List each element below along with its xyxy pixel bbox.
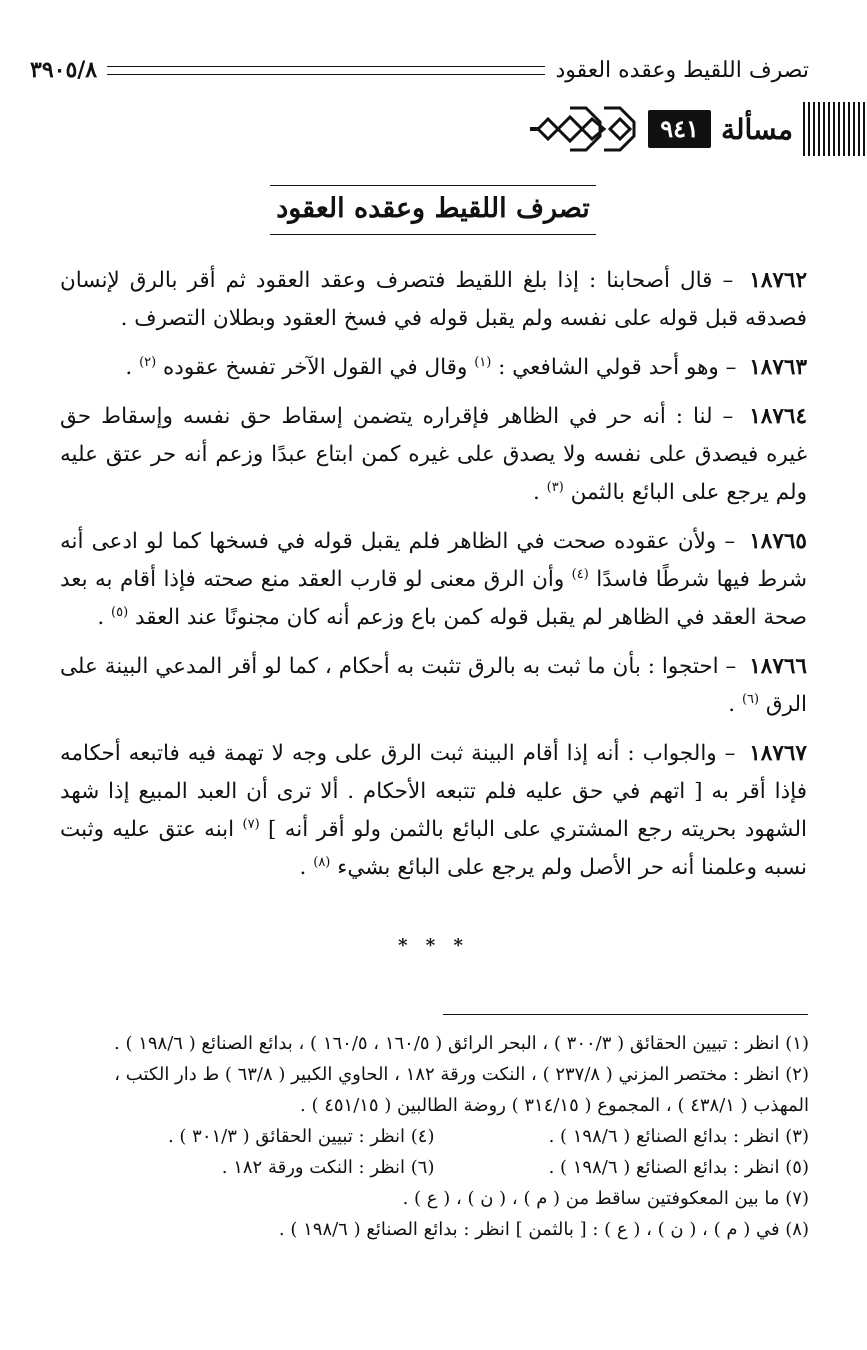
footnote-marker: (٢) [139, 354, 157, 370]
paragraph-text: . [728, 692, 736, 717]
paragraph-text: وقال في القول الآخر تفسخ عقوده [163, 355, 468, 380]
paragraph-text: – وهو أحد قولي الشافعي : [498, 355, 737, 380]
paragraph-text: . [299, 855, 307, 880]
footnote-marker: (٨) [313, 854, 331, 870]
footnote-marker: (٧) [242, 816, 260, 832]
footnote-5: (٥) انظر : بدائع الصنائع ( ١٩٨/٦ ) . [548, 1157, 809, 1178]
footnote-marker: (٥) [111, 604, 129, 620]
footnote-marker: (٣) [546, 479, 564, 495]
paragraph-text: – احتجوا : بأن ما ثبت به بالرق تثبت به أحكام ، كما لو أقر المدعي البينة على الرق [60, 654, 807, 717]
paragraph-number: ١٨٧٦٢ [749, 268, 808, 293]
footnote-1: (١) انظر : تبيين الحقائق ( ٣٠٠/٣ ) ، البحر الرائق ( ١٦٠/٥ ، ١٦٠/٥ ) ، بدائع الصنائع ( ١٩٨/٦ ) . [114, 1033, 809, 1054]
paragraph-number: ١٨٧٦٦ [749, 654, 807, 679]
footnote-rule [443, 1014, 808, 1015]
chapter-title: تصرف اللقيط وعقده العقود [270, 185, 596, 235]
paragraph-18763 [60, 349, 807, 387]
stripes-ornament [803, 102, 867, 156]
footnote-row [60, 1121, 809, 1152]
page-reference: ٣٩٠٥/٨ [30, 57, 98, 83]
paragraph-number: ١٨٧٦٤ [749, 404, 807, 429]
masala-label: مسألة [720, 112, 793, 146]
footnote-marker: (٤) [571, 566, 589, 582]
paragraph-number: ١٨٧٦٧ [749, 741, 807, 766]
paragraph-text: . [97, 605, 105, 630]
footnote-7: (٧) ما بين المعكوفتين ساقط من ( م ) ، ( ن ) ، ( ع ) . [402, 1188, 809, 1209]
paragraph-text: . [125, 355, 133, 380]
footnote-marker: (١) [474, 354, 492, 370]
paragraph-number: ١٨٧٦٣ [749, 355, 807, 380]
paragraph-text: – قال أصحابنا : إذا بلغ اللقيط فتصرف وعقد العقود ثم أقر بالرق لإنسان فصدقه قبل قوله على نفسه ولم يقبل قوله في فسخ العقود وبطلان التصرف . [60, 268, 807, 331]
header-double-rule [107, 66, 545, 75]
running-header [30, 50, 809, 90]
footnote-3: (٣) انظر : بدائع الصنائع ( ١٩٨/٦ ) . [548, 1126, 809, 1147]
paragraph-text: – لنا : أنه حر في الظاهر فإقراره يتضمن إسقاط حق نفسه وإسقاط حق غيره فيصدق على نفسه ولا يصدق على غيره كمن ابتاع عبدًا وزعم أنه حر عتق عليه ولم يرجع على البائع بالثمن [60, 404, 807, 505]
paragraph-18766 [60, 648, 807, 724]
main-text [60, 262, 807, 898]
section-separator: * * * [398, 935, 469, 956]
paragraph-text: – والجواب : أنه إذا أقام البينة ثبت الرق على وجه لا تهمة فيه فاتبعه أحكامه فإذا أقر به [ اتهم في حق عليه فلم تتبعه الأحكام . ألا ترى أن العبد المبيع إذا شهد الشهود بحريته رجع المشتري على البائع بالثمن ولو أقر أنه ] [60, 741, 808, 842]
paragraph-text: ابنه عتق عليه وثبت نسبه وعلمنا أنه حر الأصل ولم يرجع على البائع بشيء [60, 817, 807, 880]
paragraph-18767 [60, 735, 807, 887]
paragraph-18764 [60, 398, 807, 512]
geometric-ornament-icon [530, 100, 640, 158]
paragraph-text: – ولأن عقوده صحت في الظاهر فلم يقبل قوله في فسخها كما لو ادعى أنه شرط فيها شرطًا فاسدًا [60, 529, 808, 592]
paragraph-number: ١٨٧٦٥ [749, 529, 807, 554]
footnote-2: (٢) انظر : مختصر المزني ( ٢٣٧/٨ ) ، النكت ورقة ١٨٢ ، الحاوي الكبير ( ٦٣/٨ ) ط دار الكتب ، [114, 1064, 809, 1085]
paragraph-18762 [60, 262, 807, 338]
masala-banner [530, 100, 867, 158]
footnotes [60, 1028, 809, 1245]
paragraph-text: وأن الرق معنى لو قارب العقد منع صحته فإذا أقام به بعد صحة العقد في الظاهر لم يقبل قوله كمن باع وزعم أنه كان مجنونًا عند العقد [60, 567, 807, 630]
paragraph-18765 [60, 523, 807, 637]
footnote-4: (٤) انظر : تبيين الحقائق ( ٣٠١/٣ ) . [167, 1126, 435, 1147]
footnote-row [60, 1152, 809, 1183]
masala-number: ٩٤١ [648, 110, 711, 148]
footnote-2-continued: المهذب ( ٤٣٨/١ ) ، المجموع ( ٣١٤/١٥ ) روضة الطالبين ( ٤٥١/١٥ ) . [300, 1095, 809, 1116]
footnote-6: (٦) انظر : النكت ورقة ١٨٢ . [221, 1157, 435, 1178]
running-title: تصرف اللقيط وعقده العقود [555, 57, 809, 83]
footnote-8: (٨) في ( م ) ، ( ن ) ، ( ع ) : [ بالثمن ] انظر : بدائع الصنائع ( ١٩٨/٦ ) . [278, 1219, 809, 1240]
paragraph-text: . [532, 480, 540, 505]
footnote-marker: (٦) [741, 691, 760, 707]
